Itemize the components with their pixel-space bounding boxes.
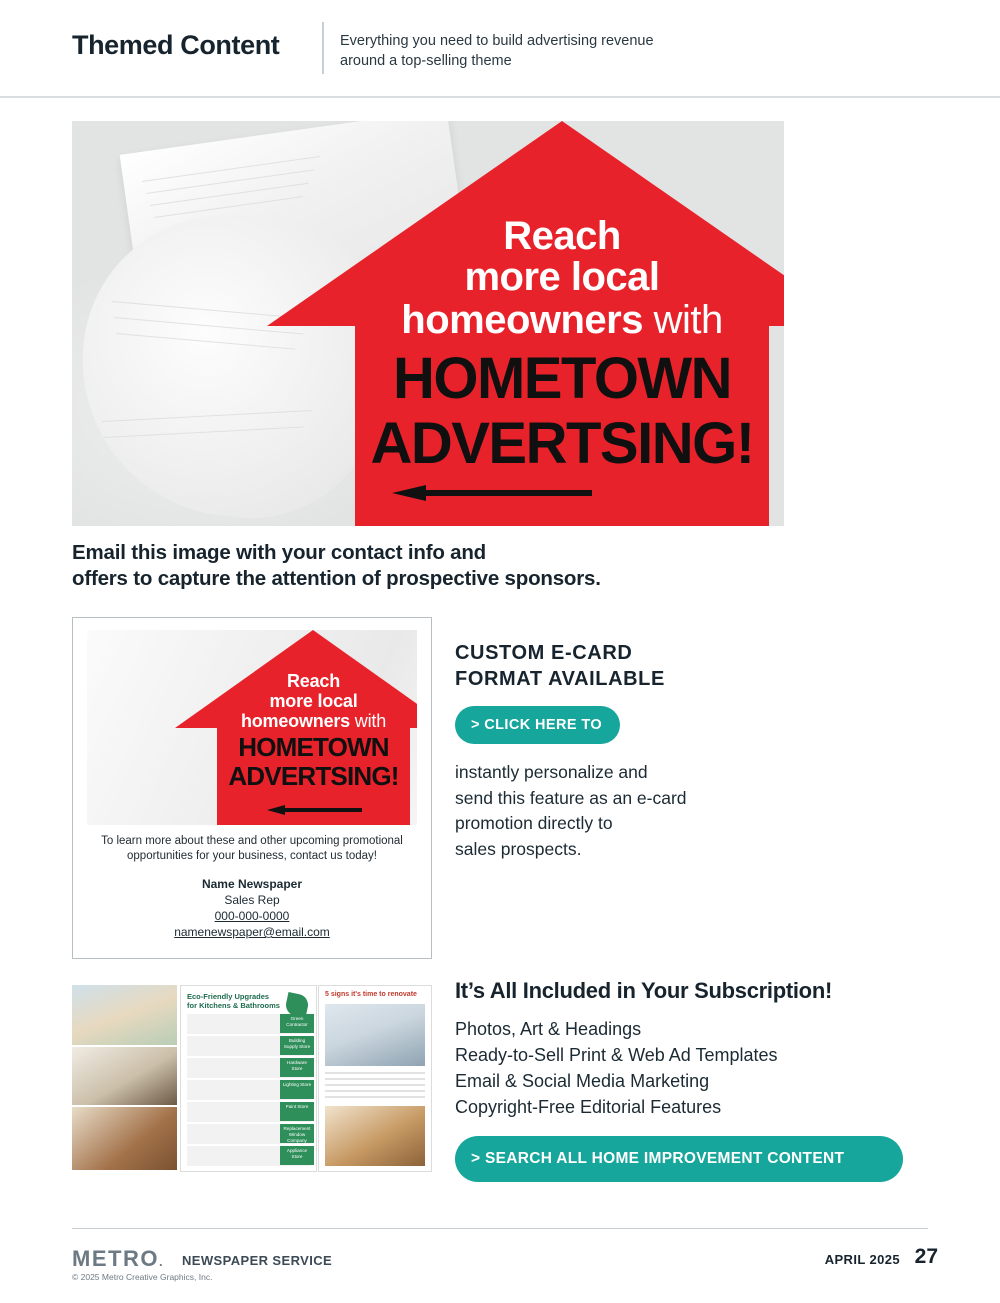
hero-line-1: Reach [503,214,621,258]
footer-divider [72,1228,928,1229]
hero-image [72,121,784,526]
ecard-line-2: more local [269,691,358,711]
renovate-flyer-title: 5 signs it's time to renovate [325,991,417,998]
hero-headline [267,214,784,476]
left-arrow-icon [392,485,592,501]
hero-big-line-2: ADVERTSING! [370,411,754,476]
footer-issue-date: APRIL 2025 [824,1252,900,1267]
click-here-button[interactable]: > CLICK HERE TO [455,706,620,744]
content-thumbnails [72,985,430,1170]
metro-logo-text: METRO [72,1246,159,1271]
renovate-flyer-photo-2 [325,1106,425,1166]
eco-flyer-title-text: Eco-Friendly Upgrades [187,992,270,1001]
list-item: Copyright-Free Editorial Features [455,1097,722,1117]
subscription-heading: It’s All Included in Your Subscription! [455,978,832,1003]
ecard-info-column [455,640,885,862]
page-header [0,0,1000,98]
eco-flyer-subtitle-text: for Kitchens & Bathrooms [187,1001,280,1010]
ecard-line-3 [175,711,417,731]
hero-big-line-1: HOMETOWN [392,346,732,411]
ecard-heading-line-1: CUSTOM E-CARD [455,642,633,664]
ecard-line-2-3 [175,691,417,711]
hero-line-3 [267,298,784,342]
eco-flyer-title [187,992,287,1010]
footer-service-label: NEWSPAPER SERVICE [182,1253,333,1268]
eco-badge: Green Contractor [280,1014,314,1033]
ecard-body-text [455,760,885,862]
footer-page-number: 27 [914,1245,938,1268]
ecard-body-line-4: sales prospects. [455,838,582,859]
ecard-contact-block [93,876,411,940]
contact-role: Sales Rep [224,893,280,907]
eco-badge: Hardware Store [280,1058,314,1077]
callout-line-2: offers to capture the attention of prospective sponsors. [72,567,601,590]
ecard-preview-image [87,630,417,825]
ecard-heading-line-2: FORMAT AVAILABLE [455,668,665,690]
renovate-flyer-photo [325,1004,425,1066]
hero-line-3-rest: with [642,298,723,342]
eco-badge: Building Supply Store [280,1036,314,1055]
subscription-list [455,1016,915,1120]
header-divider [322,22,324,74]
thumbnail-kitchen-photo [72,985,177,1045]
header-subtitle: Everything you need to build advertising revenue around a top-selling theme [340,33,654,69]
ecard-copy-text [93,834,411,864]
ecard-body-line-1: instantly personalize and [455,762,648,782]
thumbnail-interior-photo [72,1047,177,1105]
contact-phone: 000-000-0000 [214,909,290,923]
metro-logo [72,1246,164,1272]
footer-copyright: © 2025 Metro Creative Graphics, Inc. [72,1272,213,1282]
eco-badge: Paint Store [280,1102,314,1121]
metro-logo-dot: . [158,1254,165,1269]
ecard-copy-line-2: opportunities for your business, contact us today! [127,850,377,862]
callout-line-1: Email this image with your contact info and [72,541,486,564]
hero-line-3-bold: homeowners [401,298,643,342]
list-item: Ready-to-Sell Print & Web Ad Templates [455,1045,778,1065]
eco-badge: Appliance Store [280,1146,314,1165]
ecard-body-line-2: send this feature as an e-card [455,787,687,808]
ecard-big-line-2: ADVERTSING! [228,761,399,791]
ecard-copy-line-1: To learn more about these and other upcoming promotional [101,835,403,847]
hero-line-2: more local [464,255,660,299]
subscription-section [455,978,915,1182]
ecard-left-arrow-icon [267,805,362,815]
ecard-line-3-bold: homeowners [240,711,350,731]
thumbnail-eco-flyer [180,985,317,1172]
ecard-body-line-3: promotion directly to [455,813,613,833]
thumbnail-renovate-flyer [318,985,432,1172]
ecard-headline [175,672,417,789]
ecard-preview [72,617,432,959]
list-item: Email & Social Media Marketing [455,1071,710,1091]
ecard-section-heading [455,640,885,692]
eco-badge: Lighting Store [280,1080,314,1099]
list-item: Photos, Art & Headings [455,1019,642,1039]
page-title: Themed Content [72,30,280,60]
search-home-improvement-button[interactable]: > SEARCH ALL HOME IMPROVEMENT CONTENT [455,1136,903,1182]
contact-email: namenewspaper@email.com [174,925,330,939]
ecard-line-1: Reach [286,671,341,691]
thumbnail-flooring-photo [72,1107,177,1170]
eco-badge: Replacement Window Company [280,1124,314,1143]
ecard-line-3-rest: with [350,711,387,731]
callout-text [72,540,772,592]
ecard-big-line-1: HOMETOWN [238,732,389,762]
contact-name: Name Newspaper [201,877,303,891]
